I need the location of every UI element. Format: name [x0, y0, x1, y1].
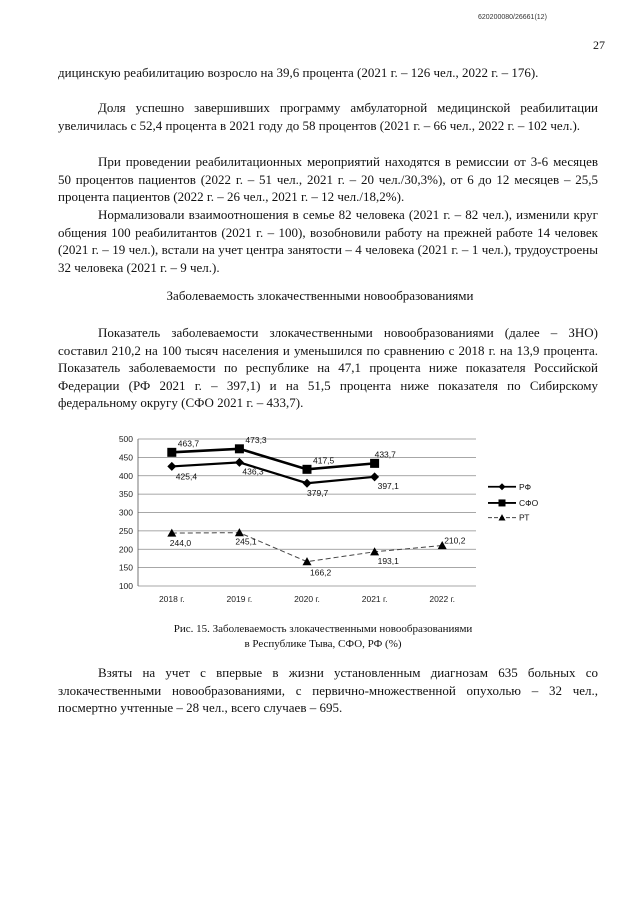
caption-line: в Республике Тыва, СФО, РФ (%) [244, 638, 402, 650]
x-tick-label: 2021 г. [361, 594, 388, 604]
y-tick-label: 150 [118, 562, 133, 573]
incidence-chart [108, 428, 538, 618]
x-tick-label: 2018 г. [158, 594, 185, 604]
data-label: 166,2 [310, 567, 332, 578]
data-point-СФО [235, 444, 244, 453]
y-tick-label: 300 [118, 507, 133, 518]
data-label: 210,2 [444, 535, 466, 546]
chart-svg [108, 428, 538, 618]
paragraph: дицинскую реабилитацию возросло на 39,6 процента (2021 г. – 126 чел., 2022 г. – 176). [58, 65, 539, 80]
figure-caption [148, 622, 498, 652]
legend-label: РФ [519, 481, 532, 492]
legend-marker [499, 514, 506, 520]
data-label: 425,4 [175, 471, 198, 482]
data-label: 417,5 [313, 455, 335, 466]
section-title: Заболеваемость злокачественными новообразованиями [166, 288, 474, 303]
data-label: 433,7 [374, 449, 396, 460]
data-point-РФ [167, 462, 176, 471]
document-id: 620200080/26661(12) [478, 14, 547, 21]
data-label: 473,3 [245, 434, 267, 445]
paragraph: Нормализовали взаимоотношения в семье 82 человека (2021 г. – 82 чел.), изменили круг общения 100 реабилитантов (2021 г. – 100), возобновили работу на прежней работе 14 человек (2021 г. – 19 чел.), встали на учет центра занятости – 4 человека (2021 г. – 1 чел.), трудоустроены 32 человека (2021 г. – 9 чел.). [58, 207, 598, 275]
data-label: 245,1 [235, 536, 257, 547]
y-tick-label: 100 [118, 581, 133, 591]
caption-line: Рис. 15. Заболеваемость злокачественными новообразованиями [173, 623, 473, 635]
legend-label: РТ [519, 512, 530, 523]
y-tick-label: 400 [118, 470, 133, 481]
y-tick-label: 250 [118, 525, 133, 536]
data-label: 436,3 [242, 466, 264, 477]
data-label: 397,1 [377, 480, 399, 491]
x-tick-label: 2020 г. [294, 594, 320, 604]
legend-marker [499, 483, 506, 490]
paragraph: Доля успешно завершивших программу амбулаторной медицинской реабилитации увеличилась с 52,4 процента в 2021 году до 58 процентов (2021 г. – 66 чел., 2022 г. – 102 чел.). [58, 100, 598, 133]
data-point-СФО [303, 465, 312, 474]
data-point-РФ [303, 479, 312, 488]
data-label: 463,7 [177, 438, 200, 449]
data-label: 244,0 [169, 538, 192, 549]
y-tick-label: 200 [118, 544, 133, 555]
data-label: 379,7 [307, 488, 329, 499]
x-tick-label: 2019 г. [226, 594, 253, 604]
paragraph: Взяты на учет с впервые в жизни установленным диагнозам 635 больных со злокачественными новообразованиями, с первично-множественной опухолью – 32 чел., посмертно учтенные – 28 чел., всего случаев – 695. [58, 665, 598, 715]
data-label: 193,1 [377, 555, 399, 566]
x-tick-label: 2022 г. [429, 594, 456, 604]
legend-marker [499, 499, 506, 506]
legend-label: СФО [519, 497, 538, 508]
data-point-СФО [167, 448, 176, 457]
page-number: 27 [593, 38, 605, 52]
y-tick-label: 450 [118, 452, 133, 463]
paragraph: При проведении реабилитационных мероприятий находятся в ремиссии от 3-6 месяцев 50 процентов пациентов (2022 г. – 51 чел., 2021 г. – 20 чел./30,3%), от 6 до 12 месяцев – 25,5 процента пациентов (2022 г. – 26 чел., 2021 г. – 12 чел./18,2%). [58, 154, 598, 204]
y-tick-label: 500 [118, 434, 133, 444]
y-tick-label: 350 [118, 489, 133, 500]
paragraph: Показатель заболеваемости злокачественными новообразованиями (далее – ЗНО) составил 210,2 на 100 тысяч населения и уменьшился по сравнению с 2018 г. на 13,9 процента. Показатель заболеваемости по республике на 47,1 процента ниже показателя Российской Федерации (РФ 2021 г. – 397,1) и на 51,5 процента ниже показателя по Сибирскому федеральному округу (СФО 2021 г. – 433,7). [58, 325, 598, 410]
series-line-СФО [172, 449, 375, 470]
data-point-СФО [370, 459, 379, 468]
